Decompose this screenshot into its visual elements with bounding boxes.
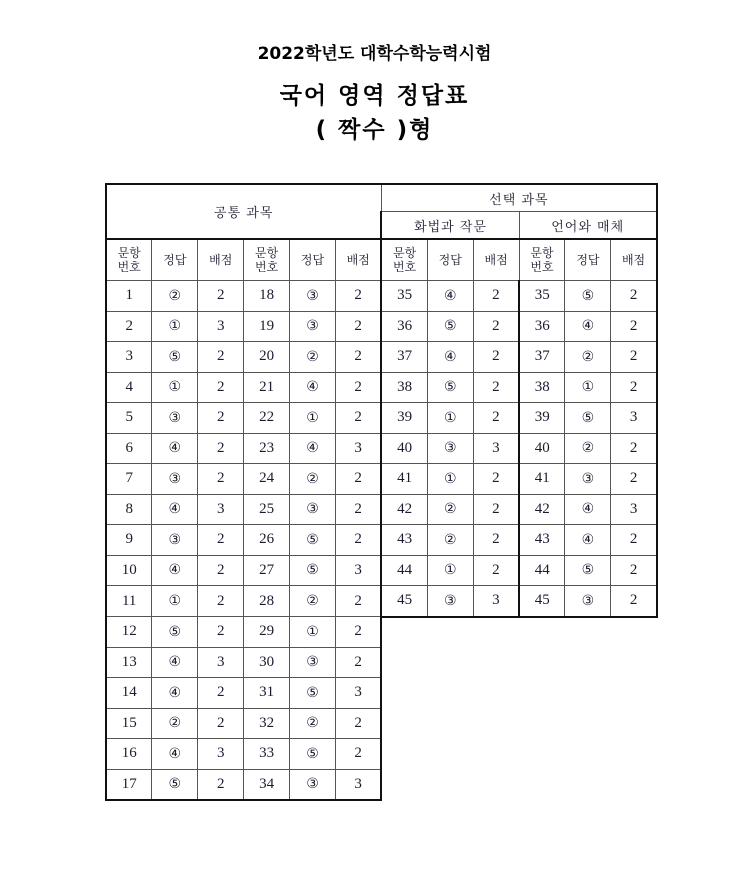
cell-answer: ③ [290, 769, 336, 800]
table-column-header-row [106, 239, 657, 281]
cell-question-number: 19 [244, 311, 290, 342]
column-header-answer-1: 정답 [152, 239, 198, 281]
cell-question-number: 22 [244, 403, 290, 434]
cell-answer: ⑤ [290, 555, 336, 586]
cell-question-number: 9 [106, 525, 152, 556]
question-header-line2-2: 번호 [255, 260, 279, 274]
cell-question-number: 37 [381, 342, 427, 373]
cell-points: 2 [611, 433, 657, 464]
cell-answer: ① [427, 555, 473, 586]
cell-question-number: 39 [381, 403, 427, 434]
cell-question-number: 40 [381, 433, 427, 464]
cell-answer: ⑤ [565, 555, 611, 586]
cell-answer: ③ [290, 494, 336, 525]
cell-question-number: 32 [244, 708, 290, 739]
exam-year-title: 2022학년도 대학수학능력시험 [257, 44, 492, 64]
column-header-answer-4: 정답 [565, 239, 611, 281]
cell-points: 3 [198, 494, 244, 525]
cell-points: 2 [335, 281, 381, 312]
cell-question-number: 7 [106, 464, 152, 495]
column-header-question-number-4 [519, 239, 565, 281]
question-header-line2-1: 번호 [117, 260, 141, 274]
cell-points: 2 [473, 342, 519, 373]
cell-points: 2 [198, 464, 244, 495]
cell-question-number: 12 [106, 617, 152, 648]
cell-question-number: 15 [106, 708, 152, 739]
cell-answer: ⑤ [152, 617, 198, 648]
cell-answer: ④ [152, 494, 198, 525]
question-header-line1-1: 문항 [117, 246, 141, 260]
cell-question-number: 27 [244, 555, 290, 586]
cell-points: 2 [473, 372, 519, 403]
cell-points: 2 [335, 739, 381, 770]
cell-question-number: 17 [106, 769, 152, 800]
cell-answer: ② [565, 433, 611, 464]
cell-points: 2 [198, 708, 244, 739]
cell-points: 3 [335, 769, 381, 800]
cell-question-number: 5 [106, 403, 152, 434]
cell-points: 2 [198, 678, 244, 709]
cell-answer: ③ [565, 586, 611, 617]
cell-empty [381, 647, 656, 678]
form-type-title: ( 짝수 )형 [315, 117, 434, 143]
cell-question-number: 38 [381, 372, 427, 403]
cell-points: 2 [198, 281, 244, 312]
cell-points: 2 [473, 525, 519, 556]
cell-points: 2 [198, 403, 244, 434]
column-header-question-number-1 [106, 239, 152, 281]
cell-answer: ② [290, 342, 336, 373]
cell-points: 2 [198, 586, 244, 617]
cell-question-number: 43 [381, 525, 427, 556]
cell-answer: ④ [427, 342, 473, 373]
cell-answer: ③ [152, 403, 198, 434]
cell-question-number: 42 [381, 494, 427, 525]
cell-question-number: 13 [106, 647, 152, 678]
cell-answer: ③ [427, 586, 473, 617]
cell-answer: ④ [152, 678, 198, 709]
cell-answer: ④ [290, 433, 336, 464]
cell-question-number: 36 [381, 311, 427, 342]
group-header-common: 공통 과목 [106, 184, 381, 239]
cell-points: 2 [335, 342, 381, 373]
table-row [106, 403, 657, 434]
answer-table-wrapper [105, 183, 656, 801]
cell-points: 2 [335, 311, 381, 342]
cell-points: 2 [611, 281, 657, 312]
cell-points: 2 [198, 525, 244, 556]
cell-points: 2 [611, 464, 657, 495]
cell-answer: ① [427, 464, 473, 495]
cell-answer: ② [565, 342, 611, 373]
column-header-answer-2: 정답 [290, 239, 336, 281]
subject-title: 국어 영역 정답표 [279, 83, 470, 109]
cell-answer: ④ [565, 494, 611, 525]
cell-points: 2 [335, 647, 381, 678]
cell-answer: ① [565, 372, 611, 403]
column-header-answer-3: 정답 [427, 239, 473, 281]
cell-empty [381, 617, 656, 648]
cell-points: 2 [335, 372, 381, 403]
cell-points: 2 [611, 372, 657, 403]
subgroup-header-language-media: 언어와 매체 [519, 212, 657, 240]
cell-answer: ⑤ [152, 342, 198, 373]
cell-question-number: 42 [519, 494, 565, 525]
cell-points: 3 [335, 433, 381, 464]
cell-question-number: 23 [244, 433, 290, 464]
cell-answer: ⑤ [565, 403, 611, 434]
cell-answer: ⑤ [290, 739, 336, 770]
cell-answer: ② [152, 708, 198, 739]
cell-answer: ⑤ [290, 678, 336, 709]
column-header-question-number-2 [244, 239, 290, 281]
cell-question-number: 26 [244, 525, 290, 556]
cell-answer: ④ [290, 372, 336, 403]
cell-points: 2 [611, 311, 657, 342]
cell-answer: ④ [427, 281, 473, 312]
cell-answer: ② [152, 281, 198, 312]
table-row [106, 708, 657, 739]
cell-points: 2 [473, 403, 519, 434]
cell-answer: ④ [152, 739, 198, 770]
column-header-points-4: 배점 [611, 239, 657, 281]
table-row [106, 525, 657, 556]
cell-answer: ① [152, 586, 198, 617]
cell-question-number: 16 [106, 739, 152, 770]
cell-points: 2 [198, 555, 244, 586]
document-title-block [0, 0, 749, 147]
cell-points: 2 [198, 769, 244, 800]
table-row [106, 678, 657, 709]
cell-points: 2 [335, 403, 381, 434]
cell-empty [381, 678, 656, 709]
cell-points: 3 [198, 311, 244, 342]
cell-question-number: 41 [381, 464, 427, 495]
cell-answer: ③ [427, 433, 473, 464]
cell-question-number: 44 [519, 555, 565, 586]
cell-answer: ④ [152, 647, 198, 678]
cell-question-number: 40 [519, 433, 565, 464]
cell-question-number: 45 [381, 586, 427, 617]
cell-question-number: 21 [244, 372, 290, 403]
cell-points: 2 [335, 617, 381, 648]
cell-answer: ② [427, 525, 473, 556]
cell-empty [381, 708, 656, 739]
cell-answer: ③ [290, 647, 336, 678]
table-row [106, 372, 657, 403]
cell-points: 2 [473, 555, 519, 586]
table-row [106, 617, 657, 648]
cell-points: 3 [473, 586, 519, 617]
cell-question-number: 44 [381, 555, 427, 586]
cell-points: 2 [335, 708, 381, 739]
cell-answer: ④ [565, 525, 611, 556]
table-row [106, 555, 657, 586]
cell-question-number: 33 [244, 739, 290, 770]
cell-question-number: 20 [244, 342, 290, 373]
cell-question-number: 28 [244, 586, 290, 617]
cell-empty [381, 739, 656, 770]
question-header-line1-2: 문항 [255, 246, 279, 260]
cell-question-number: 45 [519, 586, 565, 617]
cell-answer: ③ [290, 311, 336, 342]
cell-answer: ③ [152, 464, 198, 495]
cell-points: 3 [335, 555, 381, 586]
table-row [106, 494, 657, 525]
cell-points: 3 [198, 647, 244, 678]
cell-question-number: 39 [519, 403, 565, 434]
table-row [106, 433, 657, 464]
cell-points: 2 [198, 617, 244, 648]
table-row [106, 586, 657, 617]
cell-question-number: 10 [106, 555, 152, 586]
cell-question-number: 38 [519, 372, 565, 403]
cell-question-number: 4 [106, 372, 152, 403]
table-row [106, 769, 657, 800]
cell-question-number: 8 [106, 494, 152, 525]
cell-answer: ③ [152, 525, 198, 556]
column-header-points-1: 배점 [198, 239, 244, 281]
cell-points: 2 [335, 525, 381, 556]
cell-points: 3 [611, 403, 657, 434]
cell-answer: ④ [152, 555, 198, 586]
cell-points: 2 [198, 433, 244, 464]
cell-answer: ③ [290, 281, 336, 312]
table-row [106, 311, 657, 342]
cell-question-number: 36 [519, 311, 565, 342]
cell-answer: ⑤ [565, 281, 611, 312]
cell-question-number: 2 [106, 311, 152, 342]
cell-answer: ② [427, 494, 473, 525]
subgroup-header-speech-writing: 화법과 작문 [381, 212, 519, 240]
cell-points: 2 [335, 464, 381, 495]
cell-answer: ① [290, 617, 336, 648]
cell-points: 2 [611, 342, 657, 373]
cell-question-number: 31 [244, 678, 290, 709]
cell-question-number: 14 [106, 678, 152, 709]
cell-points: 2 [611, 525, 657, 556]
question-header-line2-4: 번호 [530, 260, 554, 274]
cell-points: 3 [198, 739, 244, 770]
cell-answer: ① [152, 311, 198, 342]
cell-question-number: 25 [244, 494, 290, 525]
answer-key-table [105, 183, 658, 801]
cell-points: 3 [335, 678, 381, 709]
cell-points: 3 [473, 433, 519, 464]
cell-question-number: 18 [244, 281, 290, 312]
group-header-elective: 선택 과목 [381, 184, 656, 212]
table-row [106, 342, 657, 373]
cell-answer: ② [290, 586, 336, 617]
cell-answer: ④ [152, 433, 198, 464]
cell-points: 2 [198, 342, 244, 373]
cell-question-number: 29 [244, 617, 290, 648]
cell-answer: ④ [565, 311, 611, 342]
cell-question-number: 6 [106, 433, 152, 464]
cell-question-number: 24 [244, 464, 290, 495]
cell-points: 2 [473, 494, 519, 525]
column-header-points-2: 배점 [335, 239, 381, 281]
cell-answer: ③ [565, 464, 611, 495]
cell-answer: ① [152, 372, 198, 403]
cell-question-number: 41 [519, 464, 565, 495]
column-header-points-3: 배점 [473, 239, 519, 281]
cell-points: 2 [473, 311, 519, 342]
cell-answer: ① [290, 403, 336, 434]
cell-question-number: 37 [519, 342, 565, 373]
cell-question-number: 34 [244, 769, 290, 800]
cell-points: 2 [611, 586, 657, 617]
table-row [106, 647, 657, 678]
cell-answer: ② [290, 708, 336, 739]
cell-answer: ⑤ [427, 311, 473, 342]
cell-question-number: 35 [381, 281, 427, 312]
cell-question-number: 11 [106, 586, 152, 617]
table-group-header-row [106, 184, 657, 212]
cell-question-number: 35 [519, 281, 565, 312]
cell-question-number: 30 [244, 647, 290, 678]
cell-answer: ⑤ [427, 372, 473, 403]
question-header-line1-3: 문항 [393, 246, 417, 260]
column-header-question-number-3 [381, 239, 427, 281]
cell-points: 2 [335, 586, 381, 617]
cell-answer: ① [427, 403, 473, 434]
table-row [106, 281, 657, 312]
cell-empty [381, 769, 656, 800]
cell-answer: ② [290, 464, 336, 495]
cell-answer: ⑤ [152, 769, 198, 800]
cell-points: 2 [473, 281, 519, 312]
cell-points: 2 [611, 555, 657, 586]
table-row [106, 739, 657, 770]
cell-points: 2 [473, 464, 519, 495]
cell-points: 3 [611, 494, 657, 525]
question-header-line2-3: 번호 [393, 260, 417, 274]
cell-points: 2 [335, 494, 381, 525]
cell-points: 2 [198, 372, 244, 403]
cell-question-number: 1 [106, 281, 152, 312]
question-header-line1-4: 문항 [530, 246, 554, 260]
table-row [106, 464, 657, 495]
cell-question-number: 3 [106, 342, 152, 373]
cell-question-number: 43 [519, 525, 565, 556]
cell-answer: ⑤ [290, 525, 336, 556]
